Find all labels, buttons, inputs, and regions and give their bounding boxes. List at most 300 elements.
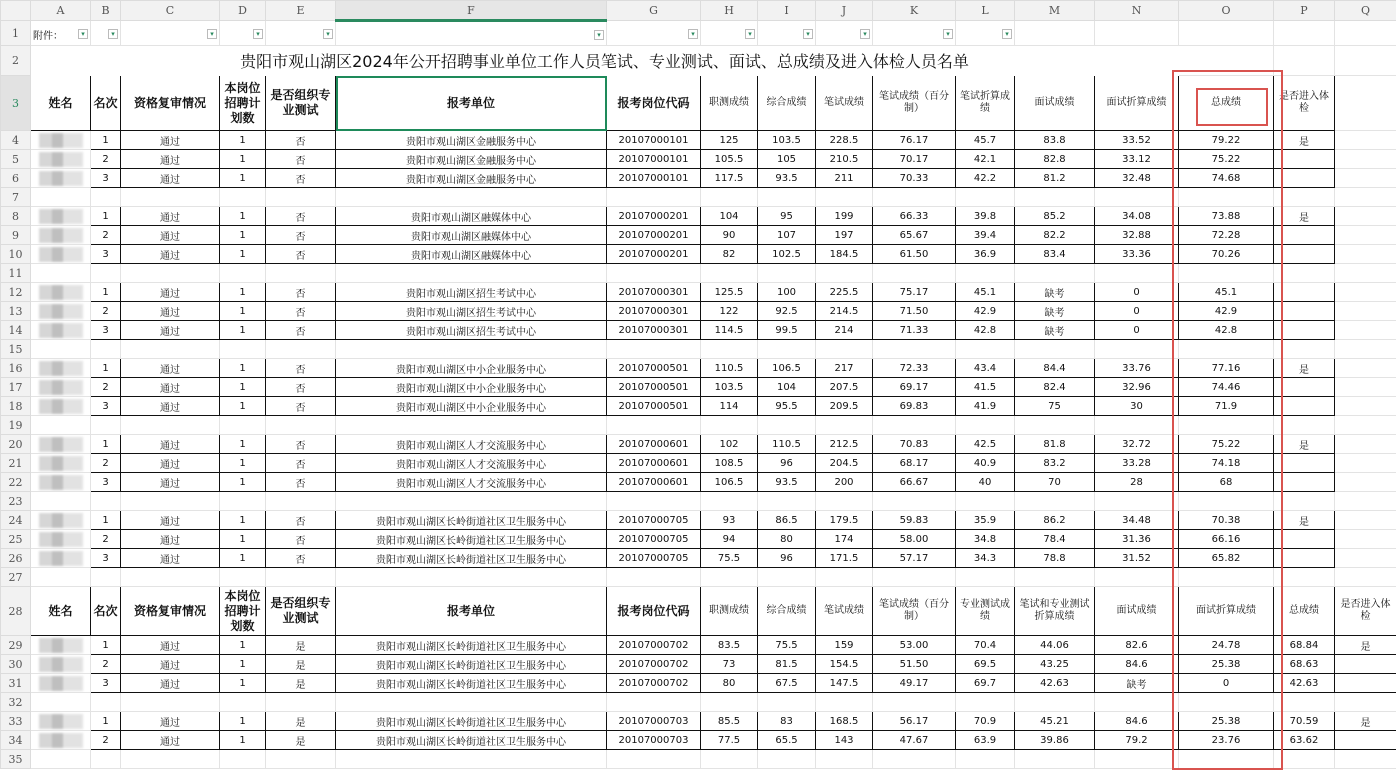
data-cell[interactable]: 贵阳市观山湖区中小企业服务中心 xyxy=(336,397,607,416)
data-cell[interactable]: 通过 xyxy=(121,454,220,473)
data-cell[interactable]: 74.68 xyxy=(1179,169,1274,188)
cell[interactable] xyxy=(701,750,758,769)
cell[interactable] xyxy=(701,340,758,359)
row-header[interactable]: 5 xyxy=(1,150,31,169)
data-cell[interactable]: 79.2 xyxy=(1095,731,1179,750)
cell[interactable] xyxy=(1335,511,1396,530)
cell[interactable] xyxy=(1274,264,1335,283)
data-cell[interactable]: 25.38 xyxy=(1179,712,1274,731)
data-cell[interactable]: 99.5 xyxy=(758,321,816,340)
cell[interactable] xyxy=(266,264,336,283)
data-cell[interactable]: 74.46 xyxy=(1179,378,1274,397)
cell[interactable] xyxy=(1335,207,1396,226)
data-cell[interactable]: 207.5 xyxy=(816,378,873,397)
data-cell[interactable]: 72.28 xyxy=(1179,226,1274,245)
cell[interactable] xyxy=(220,21,266,46)
data-cell[interactable]: 74.18 xyxy=(1179,454,1274,473)
filter-dropdown-icon[interactable]: ▾ xyxy=(108,29,118,39)
data-cell[interactable]: 65.82 xyxy=(1179,549,1274,568)
data-cell[interactable]: 1 xyxy=(220,655,266,674)
data-cell[interactable]: 90 xyxy=(701,226,758,245)
data-cell[interactable]: 43.25 xyxy=(1015,655,1095,674)
data-cell[interactable]: 82 xyxy=(701,245,758,264)
data-cell[interactable]: 102 xyxy=(701,435,758,454)
row-header[interactable]: 2 xyxy=(1,46,31,76)
select-all-corner[interactable] xyxy=(1,1,31,21)
data-cell[interactable]: 缺考 xyxy=(1015,302,1095,321)
data-cell[interactable]: 否 xyxy=(266,207,336,226)
data-cell[interactable]: 否 xyxy=(266,226,336,245)
data-cell[interactable]: 34.48 xyxy=(1095,511,1179,530)
filter-dropdown-icon[interactable]: ▾ xyxy=(688,29,698,39)
data-cell[interactable]: 20107000702 xyxy=(607,655,701,674)
data-cell[interactable]: 通过 xyxy=(121,397,220,416)
cell[interactable] xyxy=(1179,21,1274,46)
data-cell[interactable]: 1 xyxy=(220,397,266,416)
data-cell[interactable]: 20107000301 xyxy=(607,321,701,340)
column-header-M[interactable]: M xyxy=(1015,1,1095,21)
row-header[interactable]: 34 xyxy=(1,731,31,750)
row-header[interactable]: 17 xyxy=(1,378,31,397)
data-cell[interactable]: 83.8 xyxy=(1015,131,1095,150)
data-cell[interactable]: 通过 xyxy=(121,731,220,750)
data-cell[interactable]: 2 xyxy=(91,530,121,549)
row-header[interactable]: 31 xyxy=(1,674,31,693)
cell[interactable] xyxy=(220,340,266,359)
data-cell[interactable]: 23.76 xyxy=(1179,731,1274,750)
cell[interactable] xyxy=(1179,492,1274,511)
data-cell[interactable]: 0 xyxy=(1095,321,1179,340)
cell[interactable] xyxy=(1015,264,1095,283)
cell[interactable] xyxy=(91,416,121,435)
data-cell[interactable]: 通过 xyxy=(121,359,220,378)
data-cell[interactable]: 1 xyxy=(91,283,121,302)
data-cell[interactable]: 通过 xyxy=(121,530,220,549)
data-cell[interactable]: 154.5 xyxy=(816,655,873,674)
data-cell[interactable]: 51.50 xyxy=(873,655,956,674)
data-cell[interactable]: 143 xyxy=(816,731,873,750)
filter-dropdown-icon[interactable]: ▾ xyxy=(1002,29,1012,39)
cell[interactable] xyxy=(816,693,873,712)
filter-dropdown-icon[interactable]: ▾ xyxy=(207,29,217,39)
data-cell[interactable]: 44.06 xyxy=(1015,636,1095,655)
data-cell[interactable]: 43.4 xyxy=(956,359,1015,378)
data-cell[interactable]: 1 xyxy=(220,321,266,340)
data-cell[interactable]: 84.6 xyxy=(1095,655,1179,674)
cell[interactable] xyxy=(816,750,873,769)
data-cell[interactable]: 贵阳市观山湖区长岭街道社区卫生服务中心 xyxy=(336,712,607,731)
data-cell[interactable]: 34.08 xyxy=(1095,207,1179,226)
data-cell[interactable]: 75 xyxy=(1015,397,1095,416)
cell[interactable] xyxy=(1335,321,1396,340)
data-cell[interactable]: 1 xyxy=(220,131,266,150)
data-cell[interactable]: 贵阳市观山湖区长岭街道社区卫生服务中心 xyxy=(336,674,607,693)
data-cell[interactable]: 82.6 xyxy=(1095,636,1179,655)
cell[interactable] xyxy=(1335,188,1396,207)
cell[interactable] xyxy=(266,568,336,587)
data-cell[interactable]: 1 xyxy=(220,636,266,655)
row-header[interactable]: 1 xyxy=(1,21,31,46)
data-cell[interactable]: 70.59 xyxy=(1274,712,1335,731)
data-cell[interactable]: 83.2 xyxy=(1015,454,1095,473)
data-cell[interactable]: 75.22 xyxy=(1179,435,1274,454)
row-header[interactable]: 15 xyxy=(1,340,31,359)
cell[interactable] xyxy=(1095,188,1179,207)
data-cell[interactable]: 84.4 xyxy=(1015,359,1095,378)
cell[interactable] xyxy=(1274,750,1335,769)
data-cell[interactable]: 贵阳市观山湖区融媒体中心 xyxy=(336,207,607,226)
cell[interactable] xyxy=(1335,264,1396,283)
data-cell[interactable]: 214.5 xyxy=(816,302,873,321)
data-cell[interactable]: 否 xyxy=(266,302,336,321)
cell[interactable] xyxy=(91,188,121,207)
data-cell[interactable]: 117.5 xyxy=(701,169,758,188)
cell[interactable] xyxy=(220,492,266,511)
data-cell[interactable]: 20107000501 xyxy=(607,378,701,397)
data-cell[interactable]: 122 xyxy=(701,302,758,321)
data-cell[interactable]: 79.22 xyxy=(1179,131,1274,150)
data-cell[interactable]: 20107000501 xyxy=(607,397,701,416)
cell[interactable] xyxy=(121,21,220,46)
cell[interactable] xyxy=(1179,264,1274,283)
column-header-N[interactable]: N xyxy=(1095,1,1179,21)
cell[interactable] xyxy=(336,568,607,587)
data-cell[interactable] xyxy=(1335,655,1396,674)
data-cell[interactable]: 否 xyxy=(266,435,336,454)
data-cell[interactable]: 28 xyxy=(1095,473,1179,492)
data-cell[interactable]: 66.67 xyxy=(873,473,956,492)
data-cell[interactable]: 68.17 xyxy=(873,454,956,473)
row-header[interactable]: 29 xyxy=(1,636,31,655)
cell[interactable] xyxy=(266,750,336,769)
data-cell[interactable]: 31.36 xyxy=(1095,530,1179,549)
data-cell[interactable]: 108.5 xyxy=(701,454,758,473)
data-cell[interactable]: 通过 xyxy=(121,378,220,397)
cell[interactable] xyxy=(336,340,607,359)
data-cell[interactable]: 否 xyxy=(266,245,336,264)
data-cell[interactable]: 105.5 xyxy=(701,150,758,169)
data-cell[interactable]: 否 xyxy=(266,169,336,188)
data-cell[interactable]: 179.5 xyxy=(816,511,873,530)
data-cell[interactable]: 125.5 xyxy=(701,283,758,302)
data-cell[interactable]: 20107000705 xyxy=(607,530,701,549)
cell[interactable] xyxy=(1274,416,1335,435)
cell[interactable] xyxy=(758,340,816,359)
cell[interactable] xyxy=(758,188,816,207)
cell[interactable] xyxy=(1274,21,1335,46)
data-cell[interactable]: 否 xyxy=(266,131,336,150)
data-cell[interactable]: 20107000501 xyxy=(607,359,701,378)
data-cell[interactable]: 1 xyxy=(220,435,266,454)
data-cell[interactable]: 104 xyxy=(701,207,758,226)
data-cell[interactable]: 3 xyxy=(91,169,121,188)
cell[interactable] xyxy=(1274,188,1335,207)
data-cell[interactable]: 否 xyxy=(266,530,336,549)
cell[interactable] xyxy=(266,492,336,511)
filter-dropdown-icon[interactable]: ▾ xyxy=(253,29,263,39)
data-cell[interactable]: 42.8 xyxy=(1179,321,1274,340)
cell[interactable] xyxy=(31,750,91,769)
filter-dropdown-icon[interactable]: ▾ xyxy=(594,30,604,40)
cell[interactable] xyxy=(336,188,607,207)
data-cell[interactable]: 76.17 xyxy=(873,131,956,150)
cell[interactable] xyxy=(266,693,336,712)
data-cell[interactable]: 125 xyxy=(701,131,758,150)
data-cell[interactable]: 212.5 xyxy=(816,435,873,454)
data-cell[interactable]: 70.17 xyxy=(873,150,956,169)
column-header-G[interactable]: G xyxy=(607,1,701,21)
row-header[interactable]: 16 xyxy=(1,359,31,378)
row-header[interactable]: 24 xyxy=(1,511,31,530)
data-cell[interactable]: 67.5 xyxy=(758,674,816,693)
data-cell[interactable]: 106.5 xyxy=(701,473,758,492)
data-cell[interactable] xyxy=(1274,245,1335,264)
cell[interactable] xyxy=(1335,416,1396,435)
cell[interactable] xyxy=(121,492,220,511)
cell[interactable] xyxy=(91,750,121,769)
data-cell[interactable]: 否 xyxy=(266,397,336,416)
cell[interactable] xyxy=(1179,568,1274,587)
data-cell[interactable]: 否 xyxy=(266,473,336,492)
data-cell[interactable]: 34.3 xyxy=(956,549,1015,568)
data-cell[interactable]: 32.88 xyxy=(1095,226,1179,245)
data-cell[interactable]: 2 xyxy=(91,302,121,321)
data-cell[interactable]: 通过 xyxy=(121,283,220,302)
data-cell[interactable] xyxy=(1274,378,1335,397)
data-cell[interactable] xyxy=(1274,150,1335,169)
data-cell[interactable]: 70.9 xyxy=(956,712,1015,731)
cell[interactable] xyxy=(91,264,121,283)
row-header[interactable]: 18 xyxy=(1,397,31,416)
data-cell[interactable]: 通过 xyxy=(121,473,220,492)
data-cell[interactable]: 1 xyxy=(91,435,121,454)
cell[interactable] xyxy=(31,568,91,587)
cell[interactable] xyxy=(1335,340,1396,359)
cell[interactable] xyxy=(1015,693,1095,712)
cell[interactable] xyxy=(1335,378,1396,397)
cell[interactable] xyxy=(607,416,701,435)
data-cell[interactable] xyxy=(1274,454,1335,473)
column-header-K[interactable]: K xyxy=(873,1,956,21)
cell[interactable] xyxy=(1335,492,1396,511)
column-header-B[interactable]: B xyxy=(91,1,121,21)
data-cell[interactable]: 1 xyxy=(91,131,121,150)
cell[interactable] xyxy=(1095,340,1179,359)
data-cell[interactable]: 0 xyxy=(1095,283,1179,302)
data-cell[interactable]: 71.50 xyxy=(873,302,956,321)
cell[interactable] xyxy=(701,416,758,435)
data-cell[interactable]: 否 xyxy=(266,454,336,473)
cell[interactable] xyxy=(1015,568,1095,587)
data-cell[interactable] xyxy=(1274,397,1335,416)
data-cell[interactable]: 58.00 xyxy=(873,530,956,549)
cell[interactable] xyxy=(1274,340,1335,359)
data-cell[interactable]: 否 xyxy=(266,150,336,169)
data-cell[interactable]: 71.9 xyxy=(1179,397,1274,416)
cell[interactable] xyxy=(91,568,121,587)
cell[interactable] xyxy=(336,492,607,511)
data-cell[interactable]: 20107000705 xyxy=(607,511,701,530)
cell[interactable] xyxy=(1335,435,1396,454)
cell[interactable] xyxy=(607,492,701,511)
cell[interactable] xyxy=(266,21,336,46)
data-cell[interactable]: 33.36 xyxy=(1095,245,1179,264)
row-header[interactable]: 8 xyxy=(1,207,31,226)
data-cell[interactable]: 3 xyxy=(91,245,121,264)
cell[interactable] xyxy=(701,693,758,712)
data-cell[interactable]: 70 xyxy=(1015,473,1095,492)
data-cell[interactable]: 20107000301 xyxy=(607,283,701,302)
data-cell[interactable]: 是 xyxy=(1274,359,1335,378)
data-cell[interactable]: 1 xyxy=(220,150,266,169)
cell[interactable] xyxy=(816,416,873,435)
data-cell[interactable]: 110.5 xyxy=(758,435,816,454)
data-cell[interactable]: 105 xyxy=(758,150,816,169)
data-cell[interactable]: 42.5 xyxy=(956,435,1015,454)
data-cell[interactable]: 1 xyxy=(220,549,266,568)
cell[interactable] xyxy=(956,340,1015,359)
data-cell[interactable]: 69.7 xyxy=(956,674,1015,693)
data-cell[interactable]: 75.22 xyxy=(1179,150,1274,169)
column-header-L[interactable]: L xyxy=(956,1,1015,21)
data-cell[interactable]: 是 xyxy=(1274,131,1335,150)
data-cell[interactable]: 210.5 xyxy=(816,150,873,169)
data-cell[interactable] xyxy=(1274,283,1335,302)
data-cell[interactable]: 是 xyxy=(1335,712,1396,731)
row-header[interactable]: 27 xyxy=(1,568,31,587)
cell[interactable] xyxy=(31,416,91,435)
cell[interactable] xyxy=(121,264,220,283)
data-cell[interactable]: 1 xyxy=(220,530,266,549)
data-cell[interactable]: 20107000702 xyxy=(607,674,701,693)
cell[interactable] xyxy=(1335,76,1396,131)
data-cell[interactable]: 82.4 xyxy=(1015,378,1095,397)
data-cell[interactable]: 174 xyxy=(816,530,873,549)
cell[interactable] xyxy=(1335,549,1396,568)
data-cell[interactable]: 34.8 xyxy=(956,530,1015,549)
cell[interactable] xyxy=(1335,21,1396,46)
cell[interactable] xyxy=(758,416,816,435)
data-cell[interactable]: 通过 xyxy=(121,674,220,693)
data-cell[interactable]: 70.4 xyxy=(956,636,1015,655)
data-cell[interactable]: 70.26 xyxy=(1179,245,1274,264)
data-cell[interactable]: 是 xyxy=(266,712,336,731)
data-cell[interactable]: 83 xyxy=(758,712,816,731)
data-cell[interactable] xyxy=(1274,321,1335,340)
data-cell[interactable]: 42.1 xyxy=(956,150,1015,169)
data-cell[interactable]: 45.1 xyxy=(1179,283,1274,302)
data-cell[interactable]: 39.86 xyxy=(1015,731,1095,750)
data-cell[interactable]: 42.9 xyxy=(1179,302,1274,321)
data-cell[interactable]: 85.5 xyxy=(701,712,758,731)
data-cell[interactable]: 42.9 xyxy=(956,302,1015,321)
cell[interactable] xyxy=(91,693,121,712)
cell[interactable] xyxy=(701,492,758,511)
data-cell[interactable]: 是 xyxy=(266,674,336,693)
cell[interactable] xyxy=(701,21,758,46)
data-cell[interactable]: 是 xyxy=(1274,435,1335,454)
data-cell[interactable] xyxy=(1274,169,1335,188)
row-header[interactable]: 26 xyxy=(1,549,31,568)
data-cell[interactable]: 103.5 xyxy=(758,131,816,150)
data-cell[interactable]: 36.9 xyxy=(956,245,1015,264)
data-cell[interactable]: 93.5 xyxy=(758,473,816,492)
filter-dropdown-icon[interactable]: ▾ xyxy=(803,29,813,39)
cell[interactable] xyxy=(1335,150,1396,169)
data-cell[interactable]: 100 xyxy=(758,283,816,302)
data-cell[interactable]: 否 xyxy=(266,321,336,340)
data-cell[interactable]: 通过 xyxy=(121,207,220,226)
data-cell[interactable]: 197 xyxy=(816,226,873,245)
data-cell[interactable]: 35.9 xyxy=(956,511,1015,530)
cell[interactable] xyxy=(266,340,336,359)
data-cell[interactable]: 3 xyxy=(91,674,121,693)
data-cell[interactable]: 1 xyxy=(220,207,266,226)
data-cell[interactable]: 204.5 xyxy=(816,454,873,473)
data-cell[interactable] xyxy=(1274,226,1335,245)
data-cell[interactable]: 20107000601 xyxy=(607,454,701,473)
data-cell[interactable]: 61.50 xyxy=(873,245,956,264)
data-cell[interactable]: 95 xyxy=(758,207,816,226)
cell[interactable] xyxy=(1179,46,1274,76)
data-cell[interactable]: 贵阳市观山湖区招生考试中心 xyxy=(336,321,607,340)
cell[interactable] xyxy=(816,264,873,283)
data-cell[interactable]: 贵阳市观山湖区人才交流服务中心 xyxy=(336,473,607,492)
cell[interactable] xyxy=(701,568,758,587)
cell[interactable] xyxy=(1015,750,1095,769)
cell[interactable] xyxy=(816,21,873,46)
data-cell[interactable]: 2 xyxy=(91,655,121,674)
cell[interactable] xyxy=(121,750,220,769)
data-cell[interactable]: 53.00 xyxy=(873,636,956,655)
data-cell[interactable]: 1 xyxy=(220,473,266,492)
cell[interactable] xyxy=(1335,454,1396,473)
data-cell[interactable]: 通过 xyxy=(121,511,220,530)
data-cell[interactable] xyxy=(1335,674,1396,693)
cell[interactable] xyxy=(758,693,816,712)
data-cell[interactable]: 通过 xyxy=(121,169,220,188)
cell[interactable] xyxy=(1274,492,1335,511)
cell[interactable] xyxy=(1095,21,1179,46)
cell[interactable] xyxy=(873,340,956,359)
cell[interactable] xyxy=(31,693,91,712)
data-cell[interactable]: 147.5 xyxy=(816,674,873,693)
cell[interactable] xyxy=(816,188,873,207)
data-cell[interactable]: 199 xyxy=(816,207,873,226)
data-cell[interactable]: 49.17 xyxy=(873,674,956,693)
data-cell[interactable]: 1 xyxy=(220,731,266,750)
cell[interactable] xyxy=(220,188,266,207)
data-cell[interactable]: 贵阳市观山湖区长岭街道社区卫生服务中心 xyxy=(336,636,607,655)
data-cell[interactable]: 81.8 xyxy=(1015,435,1095,454)
cell[interactable] xyxy=(91,492,121,511)
cell[interactable] xyxy=(31,188,91,207)
data-cell[interactable]: 1 xyxy=(91,636,121,655)
cell[interactable] xyxy=(1335,693,1396,712)
data-cell[interactable] xyxy=(1274,473,1335,492)
data-cell[interactable]: 94 xyxy=(701,530,758,549)
cell[interactable] xyxy=(816,568,873,587)
data-cell[interactable]: 1 xyxy=(91,511,121,530)
cell[interactable] xyxy=(1335,131,1396,150)
cell[interactable] xyxy=(956,568,1015,587)
data-cell[interactable]: 73.88 xyxy=(1179,207,1274,226)
data-cell[interactable]: 82.2 xyxy=(1015,226,1095,245)
row-header[interactable]: 28 xyxy=(1,587,31,636)
cell[interactable] xyxy=(31,21,91,46)
data-cell[interactable]: 否 xyxy=(266,283,336,302)
cell[interactable] xyxy=(1179,693,1274,712)
